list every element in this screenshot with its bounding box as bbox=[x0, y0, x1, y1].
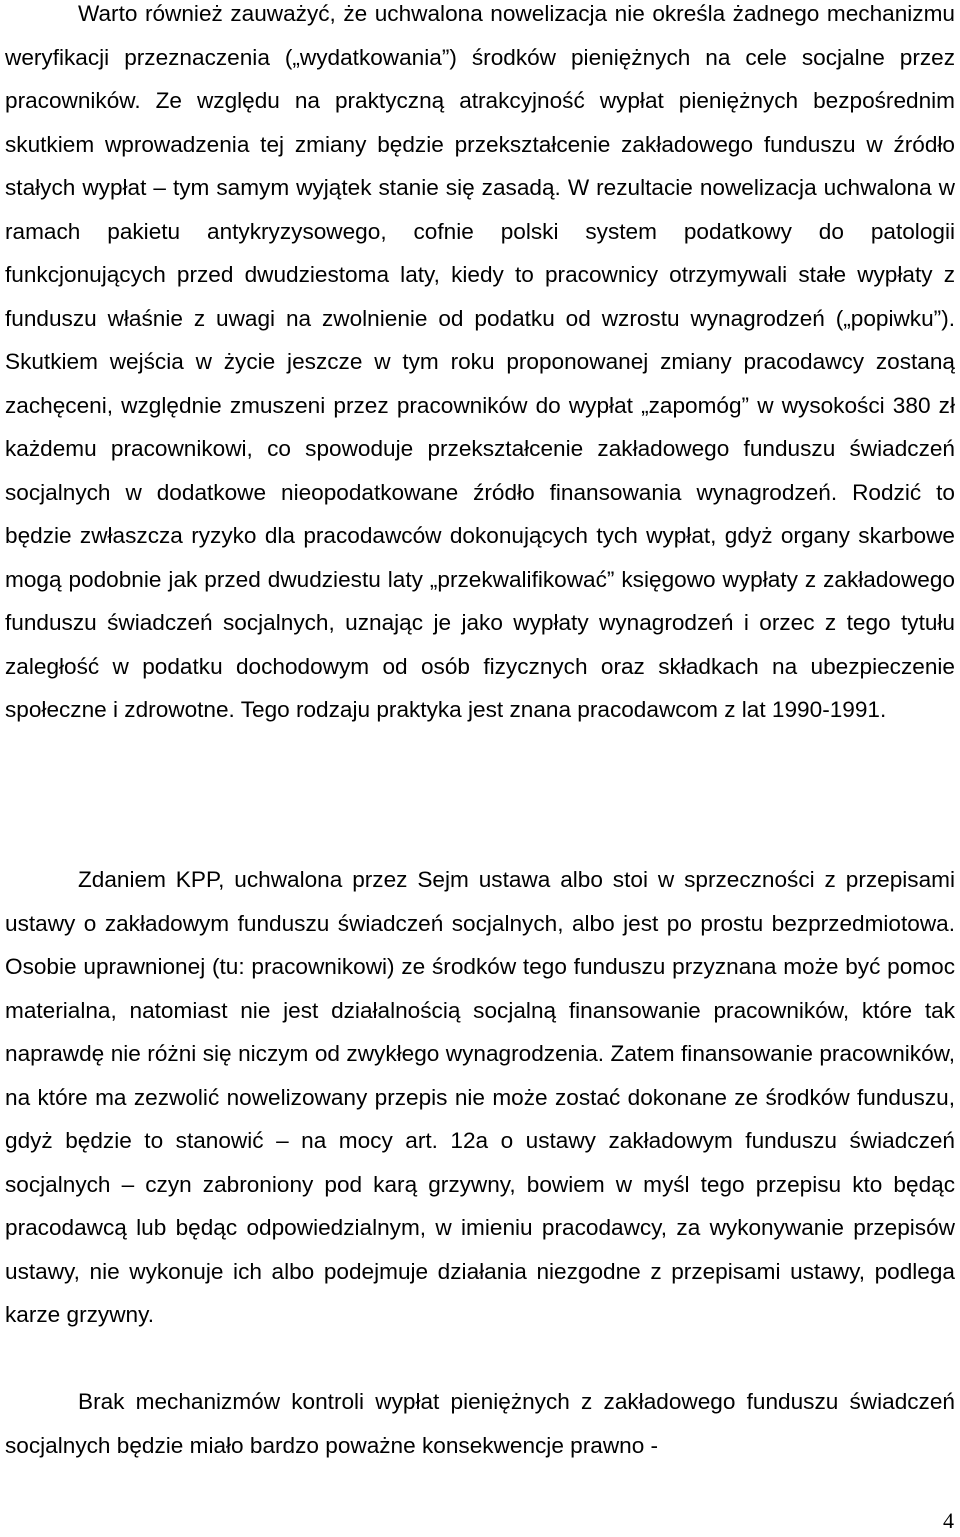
page-number: 4 bbox=[943, 1508, 954, 1533]
paragraph-2: Zdaniem KPP, uchwalona przez Sejm ustawa albo stoi w sprzeczności z przepisami ustawy o zakładowym funduszu świadczeń socjalnych, albo jest po prostu bezprzedmiotowa. Osobie uprawnionej (tu: pracownikowi) ze środków tego funduszu przyznana może być pomoc materialna, natomiast nie jest działalnością socjalną finansowanie pracowników, które tak naprawdę nie różni się niczym od zwykłego wynagrodzenia. Zatem finansowanie pracowników, na które ma zezwolić nowelizowany przepis nie może zostać dokonane ze środków funduszu, gdyż będzie to stanowić – na mocy art. 12a o ustawy zakładowym funduszu świadczeń socjalnych – czyn zabroniony pod karą grzywny, bowiem w myśl tego przepisu kto będąc pracodawcą lub będąc odpowiedzialnym, w imieniu pracodawcy, za wykonywanie przepisów ustawy, nie wykonuje ich albo podejmuje działania niezgodne z przepisami ustawy, podlega karze grzywny. bbox=[5, 867, 955, 1327]
paragraph-1: Warto również zauważyć, że uchwalona nowelizacja nie określa żadnego mechanizmu weryfikacji przeznaczenia („wydatkowania”) środków pieniężnych na cele socjalne przez pracowników. Ze względu na praktyczną atrakcyjność wypłat pieniężnych bezpośrednim skutkiem wprowadzenia tej zmiany będzie przekształcenie zakładowego funduszu w źródło stałych wypłat – tym samym wyjątek stanie się zasadą. W rezultacie nowelizacja uchwalona w ramach pakietu antykryzysowego, cofnie polski system podatkowy do patologii funkcjonujących przed dwudziestoma laty, kiedy to pracownicy otrzymywali stałe wypłaty z funduszu właśnie z uwagi na zwolnienie od podatku od wzrostu wynagrodzeń („popiwku”). Skutkiem wejścia w życie jeszcze w tym roku proponowanej zmiany pracodawcy zostaną zachęceni, względnie zmuszeni przez pracowników do wypłat „zapomóg” w wysokości 380 zł każdemu pracownikowi, co spowoduje przekształcenie zakładowego funduszu świadczeń socjalnych w dodatkowe nieopodatkowane źródło finansowania wynagrodzeń. Rodzić to będzie zwłaszcza ryzyko dla pracodawców dokonujących tych wypłat, gdyż organy skarbowe mogą podobnie jak przed dwudziestu laty „przekwalifikować” księgowo wypłaty z zakładowego funduszu świadczeń socjalnych, uznając je jako wypłaty wynagrodzeń i orzec z tego tytułu zaległość w podatku dochodowym od osób fizycznych oraz składkach na ubezpieczenie społeczne i zdrowotne. Tego rodzaju praktyka jest znana pracodawcom z lat 1990-1991. bbox=[5, 1, 955, 722]
paragraph-3: Brak mechanizmów kontroli wypłat pieniężnych z zakładowego funduszu świadczeń socjalnych będzie miało bardzo poważne konsekwencje prawno - bbox=[5, 1389, 955, 1458]
